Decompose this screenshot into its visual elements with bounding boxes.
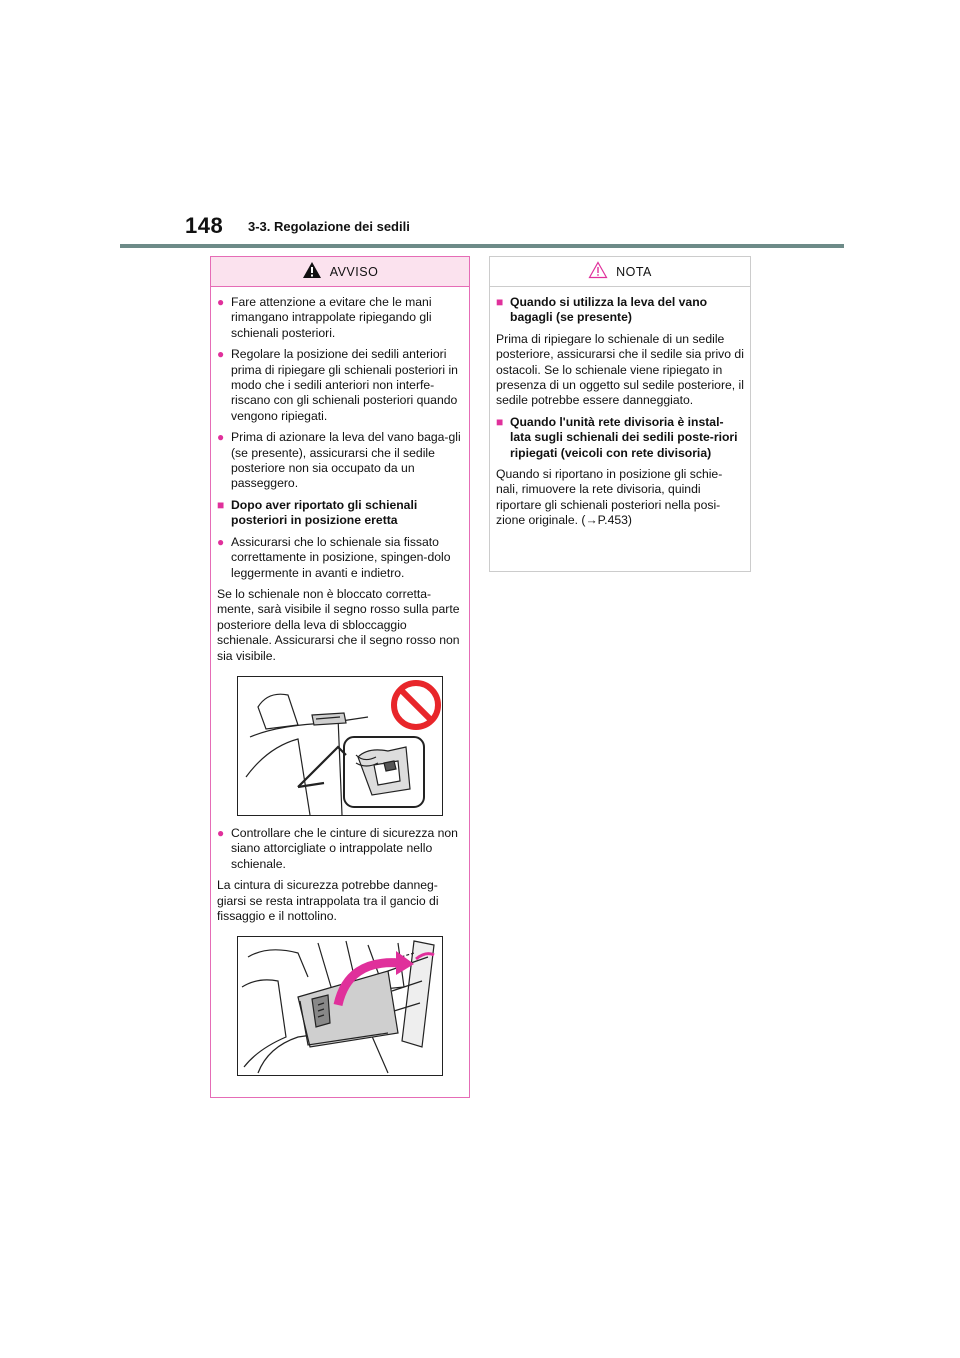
note-header: [490, 257, 750, 287]
note-subheading: ■ Quando si utilizza la leva del vano bagagli (se presente): [496, 295, 708, 325]
note-paragraph: Prima di ripiegare lo schienale di un sedile posteriore, assicurarsi che il sedile sia privo di ostacoli. Se lo schienale viene ripiegato in presenza di un oggetto sul sedile posteriore, il sedile potrebbe essere danneggiato.: [496, 331, 744, 408]
warning-box: [210, 256, 470, 1098]
bullet-icon: ●: [217, 430, 225, 445]
square-bullet-icon: ■: [496, 414, 504, 429]
warning-item: ● Controllare che le cinture di sicurezza non siano attorcigliate o intrappolate nello schienale.: [217, 825, 458, 871]
warning-title: AVVISO: [329, 264, 379, 279]
seatback-folding-illustration: [237, 936, 443, 1076]
note-content: [490, 287, 750, 529]
note-subheading: ■ Quando l'unità rete divisoria è instal-lata sugli schienali dei sedili poste-riori ripiegati (veicoli con rete divisoria): [496, 414, 738, 460]
seat-lever-illustration: [237, 676, 443, 816]
warning-subheading: ■ Dopo aver riportato gli schienali posteriori in posizione eretta: [217, 497, 418, 528]
note-title: NOTA: [616, 264, 652, 279]
header-rule: [120, 244, 844, 248]
section-title: 3-3. Regolazione dei sedili: [248, 219, 410, 234]
warning-item: ● Regolare la posizione dei sedili anteriori prima di ripiegare gli schienali posteriori in modo che i sedili anteriori non interfe-riscano con gli schienali posteriori quando vengono ripiegati.: [217, 347, 458, 423]
warning-paragraph: La cintura di sicurezza potrebbe danneg-giarsi se resta intrappolata tra il gancio di fissaggio e il nottolino.: [217, 878, 439, 923]
warning-item: ● Prima di azionare la leva del vano baga-gli (se presente), assicurarsi che il sedile posteriore non sia occupato da un passeggero.: [217, 430, 461, 491]
warning-header: [211, 257, 469, 287]
page-reference-link[interactable]: →P.453): [585, 513, 632, 528]
prohibition-icon: [394, 683, 438, 727]
page-number: 148: [185, 213, 224, 238]
warning-content: [211, 287, 469, 1076]
warning-item: ● Fare attenzione a evitare che le mani rimangano intrappolate ripiegando gli schienali posteriori.: [217, 295, 432, 340]
bullet-icon: ●: [217, 347, 225, 362]
bullet-icon: ●: [217, 534, 225, 549]
bullet-icon: ●: [217, 295, 225, 309]
bullet-icon: ●: [217, 825, 225, 840]
warning-paragraph: Se lo schienale non è bloccato corretta-mente, sarà visibile il segno rosso sulla parte posteriore della leva di sbloccaggio schienale. Assicurarsi che il segno rosso non sia visibile.: [217, 586, 460, 663]
square-bullet-icon: ■: [217, 497, 225, 512]
note-paragraph: Quando si riportano in posizione gli schie-nali, rimuovere la rete divisoria, quindi riportare gli schienali posteriori nella posi-zione originale. (→P.453): [496, 467, 723, 528]
note-box: [489, 256, 751, 572]
note-triangle-icon: [588, 261, 608, 282]
warning-item: ● Assicurarsi che lo schienale sia fissato correttamente in posizione, spingen-dolo leggermente in avanti e indietro.: [217, 534, 451, 580]
square-bullet-icon: ■: [496, 295, 504, 309]
warning-triangle-icon: [302, 261, 322, 282]
